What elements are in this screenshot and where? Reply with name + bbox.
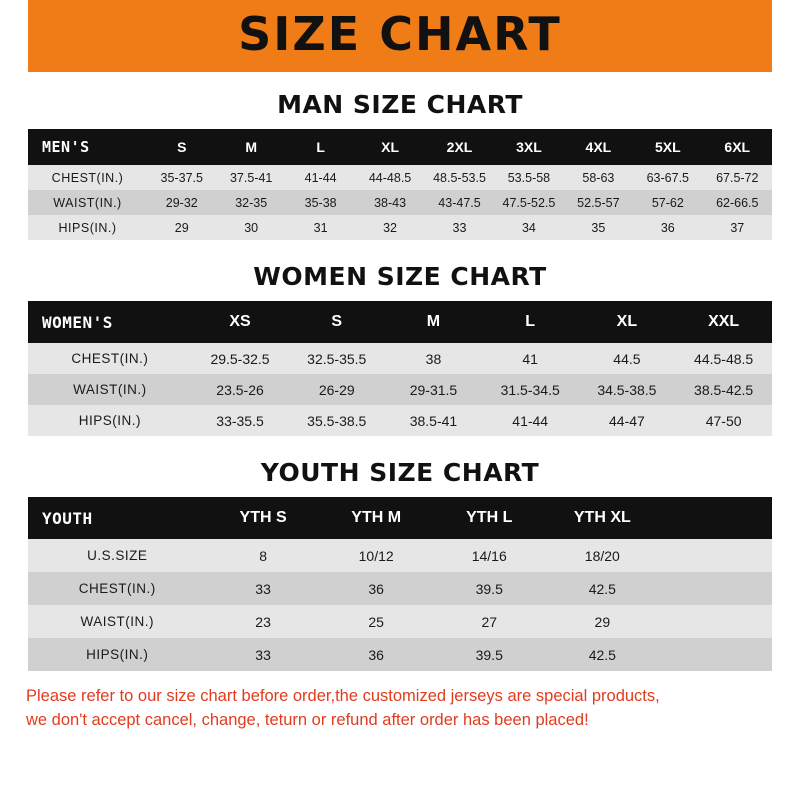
cell: 58-63 xyxy=(582,170,615,185)
cell-spacer xyxy=(659,572,772,605)
cell-spacer xyxy=(659,638,772,671)
cell: 44-47 xyxy=(609,412,645,429)
row-label: HIPS(IN.) xyxy=(58,220,117,235)
cell: 38-43 xyxy=(374,195,407,210)
youth-header-spacer xyxy=(659,497,772,539)
cell: 18/20 xyxy=(584,547,620,564)
cell: 42.5 xyxy=(588,646,616,663)
man-header-cell: 5XL xyxy=(633,129,702,165)
cell: 33 xyxy=(255,646,271,663)
youth-chart-wrap xyxy=(0,497,800,671)
header-banner xyxy=(0,0,800,72)
table-row xyxy=(28,190,772,215)
cell: 23 xyxy=(255,613,271,630)
women-header-cell: WOMEN'S xyxy=(28,301,192,343)
cell: 25 xyxy=(368,613,384,630)
man-header-cell: S xyxy=(147,129,216,165)
row-label: WAIST(IN.) xyxy=(73,382,147,397)
cell: 8 xyxy=(259,547,267,564)
man-header-cell: 4XL xyxy=(564,129,633,165)
man-header-cell: L xyxy=(286,129,355,165)
cell: 32-35 xyxy=(235,195,268,210)
women-size-table xyxy=(28,301,772,436)
cell: 31.5-34.5 xyxy=(500,381,560,398)
man-section-title: MAN SIZE CHART xyxy=(277,90,523,119)
cell: 39.5 xyxy=(475,646,503,663)
footer-note xyxy=(0,685,800,733)
women-table-head xyxy=(28,301,772,343)
cell: 34.5-38.5 xyxy=(597,381,657,398)
youth-header-cell: YTH XL xyxy=(546,497,659,539)
youth-header-cell: YOUTH xyxy=(28,497,207,539)
cell: 33-35.5 xyxy=(216,412,264,429)
cell: 29 xyxy=(174,220,189,235)
cell: 39.5 xyxy=(475,580,503,597)
cell: 41-44 xyxy=(304,170,337,185)
table-header-row xyxy=(28,497,772,539)
table-row xyxy=(28,638,772,671)
row-label: CHEST(IN.) xyxy=(78,581,156,596)
youth-table-body xyxy=(28,539,772,671)
cell: 26-29 xyxy=(318,381,355,398)
table-row xyxy=(28,165,772,190)
cell: 32.5-35.5 xyxy=(307,350,367,367)
cell: 44-48.5 xyxy=(368,170,412,185)
cell: 36 xyxy=(368,580,384,597)
youth-section-title: YOUTH SIZE CHART xyxy=(260,458,540,487)
cell: 36 xyxy=(368,646,384,663)
cell: 29 xyxy=(594,613,611,630)
row-label: U.S.SIZE xyxy=(87,548,148,563)
women-header-cell: XL xyxy=(579,301,676,343)
man-header-cell: M xyxy=(216,129,285,165)
cell: 57-62 xyxy=(651,195,684,210)
cell: 27 xyxy=(481,613,498,630)
cell: 14/16 xyxy=(471,547,507,564)
cell: 33 xyxy=(452,220,467,235)
cell-spacer xyxy=(659,605,772,638)
cell: 48.5-53.5 xyxy=(433,170,486,185)
man-header-cell: 3XL xyxy=(494,129,563,165)
table-row xyxy=(28,605,772,638)
table-header-row xyxy=(28,129,772,165)
cell: 38 xyxy=(425,350,442,367)
banner-left-notch xyxy=(0,0,28,72)
man-header-cell: XL xyxy=(355,129,424,165)
row-label: WAIST(IN.) xyxy=(80,614,155,629)
cell: 37 xyxy=(730,220,745,235)
cell: 62-66.5 xyxy=(716,195,759,210)
women-header-cell: L xyxy=(482,301,579,343)
cell: 47-50 xyxy=(705,412,742,429)
man-chart-wrap xyxy=(0,129,800,240)
cell: 23.5-26 xyxy=(216,381,264,398)
table-row xyxy=(28,539,772,572)
cell: 30 xyxy=(244,220,259,235)
youth-header-cell: YTH S xyxy=(207,497,320,539)
row-label: HIPS(IN.) xyxy=(86,647,149,662)
footer-note-line2: we don't accept cancel, change, teturn or refund after order has been placed! xyxy=(26,710,589,729)
cell: 63-67.5 xyxy=(646,170,690,185)
youth-size-table xyxy=(28,497,772,671)
cell: 37.5-41 xyxy=(229,170,273,185)
youth-header-cell: YTH M xyxy=(320,497,433,539)
youth-table-head xyxy=(28,497,772,539)
cell-spacer xyxy=(659,539,772,572)
cell: 32 xyxy=(383,220,398,235)
cell: 31 xyxy=(313,220,328,235)
women-header-cell: XS xyxy=(192,301,289,343)
women-table-body xyxy=(28,343,772,436)
women-header-cell: S xyxy=(288,301,385,343)
cell: 52.5-57 xyxy=(577,195,620,210)
cell: 41-44 xyxy=(512,412,549,429)
cell: 43-47.5 xyxy=(438,195,481,210)
women-header-cell: XXL xyxy=(675,301,772,343)
women-section-title: WOMEN SIZE CHART xyxy=(253,262,547,291)
cell: 67.5-72 xyxy=(716,170,759,185)
row-label: CHEST(IN.) xyxy=(71,351,149,366)
cell: 41 xyxy=(522,350,538,367)
row-label: WAIST(IN.) xyxy=(53,195,122,210)
cell: 34 xyxy=(521,220,536,235)
man-table-body xyxy=(28,165,772,240)
banner-right-notch xyxy=(772,0,800,72)
women-header-cell: M xyxy=(385,301,482,343)
cell: 35.5-38.5 xyxy=(307,412,367,429)
cell: 35-38 xyxy=(304,195,337,210)
table-row xyxy=(28,405,772,436)
cell: 44.5 xyxy=(613,350,641,367)
cell: 35-37.5 xyxy=(160,170,203,185)
cell: 29-31.5 xyxy=(409,381,458,398)
cell: 47.5-52.5 xyxy=(502,195,556,210)
table-row xyxy=(28,374,772,405)
cell: 29-32 xyxy=(165,195,198,210)
footer-note-line1: Please refer to our size chart before order,the customized jerseys are special products, xyxy=(26,687,660,705)
cell: 10/12 xyxy=(358,547,394,564)
cell: 36 xyxy=(660,220,675,235)
table-row xyxy=(28,572,772,605)
cell: 53.5-58 xyxy=(507,170,551,185)
women-chart-wrap xyxy=(0,301,800,436)
cell: 42.5 xyxy=(588,580,616,597)
page-title: SIZE CHART xyxy=(238,7,562,61)
cell: 29.5-32.5 xyxy=(210,350,270,367)
youth-header-cell: YTH L xyxy=(433,497,546,539)
cell: 38.5-41 xyxy=(409,412,458,429)
cell: 44.5-48.5 xyxy=(694,350,754,367)
row-label: CHEST(IN.) xyxy=(51,170,124,185)
man-header-cell: MEN'S xyxy=(28,129,147,165)
man-header-cell: 2XL xyxy=(425,129,494,165)
cell: 38.5-42.5 xyxy=(694,381,754,398)
man-table-head xyxy=(28,129,772,165)
table-row xyxy=(28,343,772,374)
table-row xyxy=(28,215,772,240)
cell: 35 xyxy=(591,220,606,235)
row-label: HIPS(IN.) xyxy=(78,413,141,428)
table-header-row xyxy=(28,301,772,343)
cell: 33 xyxy=(255,580,271,597)
man-header-cell: 6XL xyxy=(703,129,772,165)
man-size-table xyxy=(28,129,772,240)
